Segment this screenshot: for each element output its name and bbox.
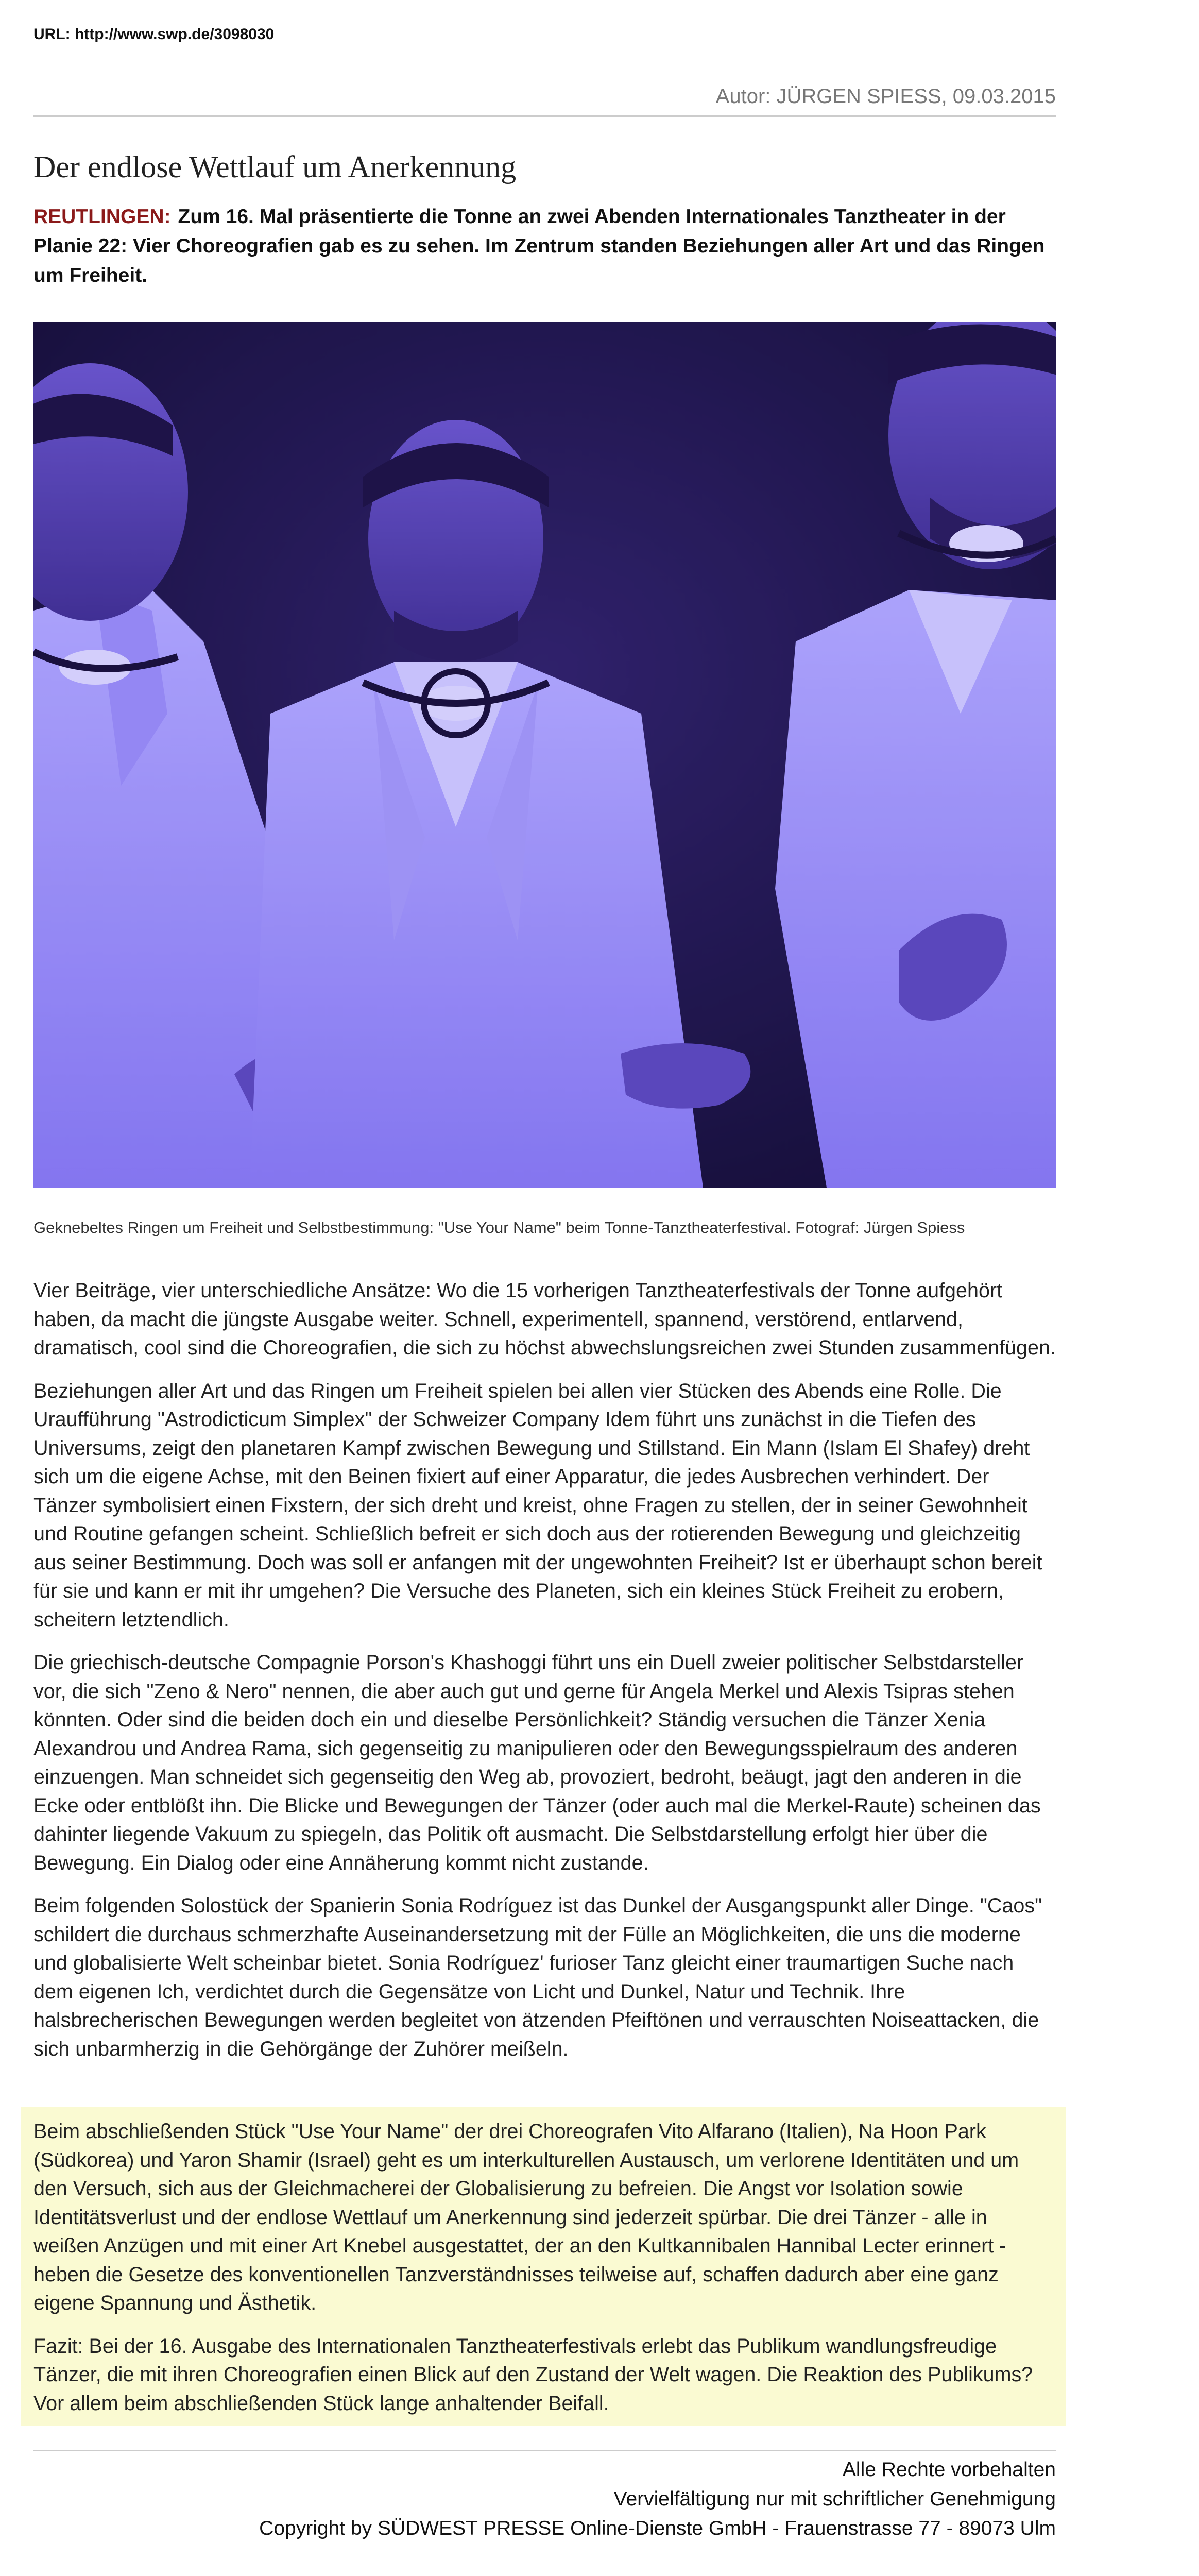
header-divider xyxy=(33,115,1056,117)
body-paragraph: Beim folgenden Solostück der Spanierin Sonia Rodríguez ist das Dunkel der Ausgangspunkt aller Dinge. "Caos" schildert die durchaus schmerzhafte Auseinandersetzung mit der Fülle an Möglichkeiten, die uns die moderne und globalisierte Welt scheinbar bietet. Sonia Rodríguez' furioser Tanz gleicht einer traumartigen Suche nach dem eigenen Ich, verdichtet durch die Gegensätze von Licht und Dunkel, Natur und Technik. Ihre halsbrecherischen Bewegungen werden begleitet von ätzenden Pfeiftönen und verrauschten Noiseattacken, die sich unbarmherzig in die Gehörgänge der Zuhörer meißeln. xyxy=(33,1894,1042,2060)
footer-rights: Alle Rechte vorbehalten xyxy=(842,2459,1056,2481)
footer-copyright: Copyright by SÜDWEST PRESSE Online-Dienste GmbH - Frauenstrasse 77 - 89073 Ulm xyxy=(259,2517,1056,2539)
footer-reproduction: Vervielfältigung nur mit schriftlicher Genehmigung xyxy=(613,2488,1056,2510)
footer-divider xyxy=(33,2450,1056,2451)
body-paragraph: Die griechisch-deutsche Compagnie Porson's Khashoggi führt uns ein Duell zweier politischer Selbstdarsteller vor, die sich "Zeno & Nero" nennen, die aber auch gut und gerne für Angela Merkel und Alexis Tsipras stehen könnten. Oder sind die beiden doch ein und dieselbe Persönlichkeit? Ständig versuchen die Tänzer Xenia Alexandrou und Andrea Rama, sich gegenseitig zu manipulieren oder den Bewegungsspielraum des anderen einzuengen. Man schneidet sich gegenseitig den Weg ab, provoziert, bedroht, beäugt, jagt den anderen in die Ecke oder entblößt ihn. Die Blicke und Bewegungen der Tänzer (oder auch mal die Merkel-Raute) scheinen das dahinter liegende Vakuum zu spiegeln, das Politik oft ausmacht. Die Selbstdarstellung erfolgt hier über die Bewegung. Ein Dialog oder eine Annäherung kommt nicht zustande. xyxy=(33,1651,1041,1874)
author-date-line: Autor: JÜRGEN SPIESS, 09.03.2015 xyxy=(715,85,1056,108)
lead-text: Zum 16. Mal präsentierte die Tonne an zwei Abenden Internationales Tanztheater in der Planie 22: Vier Choreografien gab es zu sehen. Im Zentrum standen Beziehungen aller Art und das Ringen um Freiheit. xyxy=(33,206,1045,286)
dateline: REUTLINGEN: xyxy=(33,206,171,228)
source-url: URL: http://www.swp.de/3098030 xyxy=(33,26,275,43)
highlighted-paragraph: Fazit: Bei der 16. Ausgabe des Internationalen Tanztheaterfestivals erlebt das Publikum wandlungsfreudige Tänzer, die mit ihren Choreografien einen Blick auf den Zustand der Welt wagen. Die Reaktion des Publikums? Vor allem beim abschließenden Stück lange anhaltender Beifall. xyxy=(33,2334,1033,2415)
highlighted-paragraph: Beim abschließenden Stück "Use Your Name" der drei Choreografen Vito Alfarano (Italien), Na Hoon Park (Südkorea) und Yaron Shamir (Israel) geht es um interkulturellen Austausch, um verlorene Identitäten und um den Versuch, sich aus der Gleichmacherei der Globalisierung zu befreien. Die Angst vor Isolation sowie Identitätsverlust und der endlose Wettlauf um Anerkennung sind jederzeit spürbar. Die drei Tänzer - alle in weißen Anzügen und mit einer Art Knebel ausgestattet, der an den Kultkannibalen Hannibal Lecter erinnert - heben die Gesetze des konventionellen Tanzverständnisses teilweise auf, schaffen dadurch aber eine ganz eigene Spannung und Ästhetik. xyxy=(33,2120,1019,2314)
photo-caption: Geknebeltes Ringen um Freiheit und Selbstbestimmung: "Use Your Name" beim Tonne-Tanztheaterfestival. Fotograf: Jürgen Spiess xyxy=(33,1218,965,1236)
highlighted-section xyxy=(33,2117,1056,2432)
body-paragraph: Vier Beiträge, vier unterschiedliche Ansätze: Wo die 15 vorherigen Tanztheaterfestivals der Tonne aufgehört haben, da macht die jüngste Ausgabe weiter. Schnell, experimentell, spannend, verstörend, entlarvend, dramatisch, cool sind die Choreografien, die sich zu höchst abwechslungsreichen zwei Stunden zusammenfügen. xyxy=(33,1279,1056,1359)
article-lead xyxy=(33,202,1056,290)
article-photo xyxy=(33,322,1056,1188)
copyright-footer xyxy=(33,2455,1056,2543)
article-body xyxy=(33,1277,1056,2078)
article-headline: Der endlose Wettlauf um Anerkennung xyxy=(33,150,517,184)
body-paragraph: Beziehungen aller Art und das Ringen um Freiheit spielen bei allen vier Stücken des Abends eine Rolle. Die Uraufführung "Astrodicticum Simplex" der Schweizer Company Idem führt uns zunächst in die Tiefen des Universums, zeigt den planetaren Kampf zwischen Bewegung und Stillstand. Ein Mann (Islam El Shafey) dreht sich um die eigene Achse, mit den Beinen fixiert auf einer Apparatur, die jedes Ausbrechen verhindert. Der Tänzer symbolisiert einen Fixstern, der sich dreht und kreist, ohne Fragen zu stellen, der in seiner Gewohnheit und Routine gefangen scheint. Schließlich befreit er sich doch aus der rotierenden Bewegung und gleichzeitig aus seiner Bestimmung. Doch was soll er anfangen mit der ungewohnten Freiheit? Ist er überhaupt schon bereit für sie und kann er mit ihr umgehen? Die Versuche des Planeten, sich ein kleines Stück Freiheit zu erobern, scheitern letztendlich. xyxy=(33,1379,1042,1631)
